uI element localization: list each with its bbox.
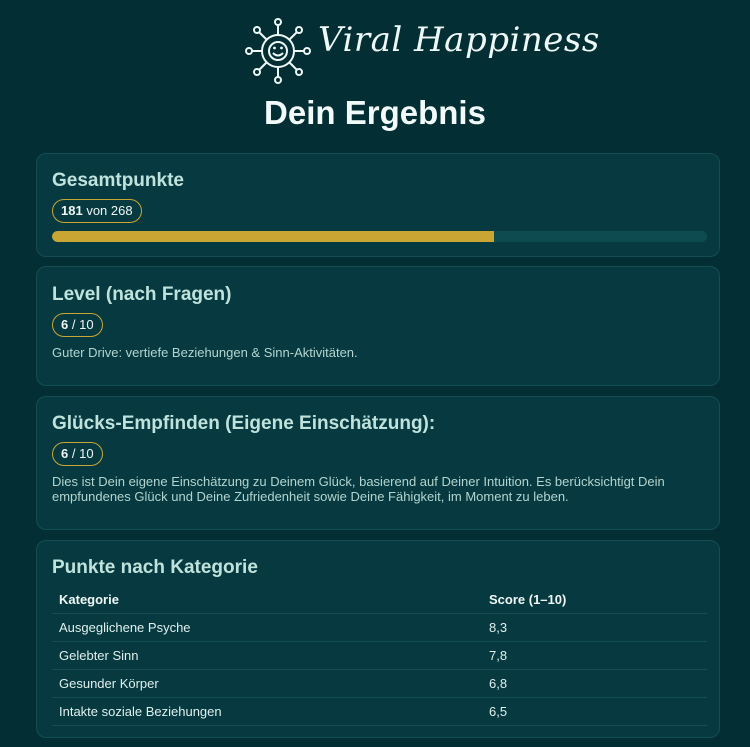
happiness-feeling-title: Glücks-Empfinden (Eigene Einschätzung):	[52, 413, 436, 434]
total-score-badge	[52, 199, 142, 223]
virus-smiley-icon	[245, 18, 311, 84]
happiness-feeling-badge	[52, 442, 103, 466]
table-header-row	[52, 586, 707, 614]
category-score: 6,8	[482, 670, 707, 698]
level-value: 6	[61, 317, 69, 332]
category-score: 6,5	[482, 698, 707, 726]
total-score-value: 181	[61, 203, 83, 218]
column-header-category: Kategorie	[52, 586, 482, 614]
category-name: Intakte soziale Beziehungen	[52, 698, 482, 726]
table-row	[52, 614, 707, 642]
table-row	[52, 698, 707, 726]
total-score-card	[36, 153, 720, 257]
happiness-feeling-value: 6	[61, 446, 69, 461]
happiness-feeling-description: Dies ist Dein eigene Einschätzung zu Deinem Glück, basierend auf Deiner Intuition. Es berücksichtigt Dein empfundenes Glück und Deine Zufriedenheit sowie Deine Fähigkeit, im Moment zu leben.	[52, 474, 665, 504]
level-card	[36, 266, 720, 386]
total-score-progress-fill	[52, 231, 494, 242]
level-max: / 10	[71, 317, 94, 332]
category-scores-card	[36, 540, 720, 738]
level-description: Guter Drive: vertiefe Beziehungen & Sinn-Aktivitäten.	[52, 345, 358, 360]
category-score: 8,3	[482, 614, 707, 642]
page-title: Dein Ergebnis	[264, 94, 486, 131]
total-score-progress-bar	[52, 231, 707, 242]
brand-logo-text: Viral Happiness	[318, 20, 600, 60]
category-scores-table	[52, 586, 707, 726]
category-name: Gelebter Sinn	[52, 642, 482, 670]
category-scores-title: Punkte nach Kategorie	[52, 557, 258, 578]
happiness-feeling-max: / 10	[71, 446, 94, 461]
level-title: Level (nach Fragen)	[52, 284, 232, 305]
category-name: Gesunder Körper	[52, 670, 482, 698]
table-row	[52, 642, 707, 670]
total-score-title: Gesamtpunkte	[52, 170, 184, 191]
category-score: 7,8	[482, 642, 707, 670]
level-badge	[52, 313, 103, 337]
total-score-max: von 268	[86, 203, 133, 218]
category-name: Ausgeglichene Psyche	[52, 614, 482, 642]
header	[0, 8, 750, 80]
happiness-feeling-card	[36, 396, 720, 530]
column-header-score: Score (1–10)	[482, 586, 707, 614]
table-row	[52, 670, 707, 698]
